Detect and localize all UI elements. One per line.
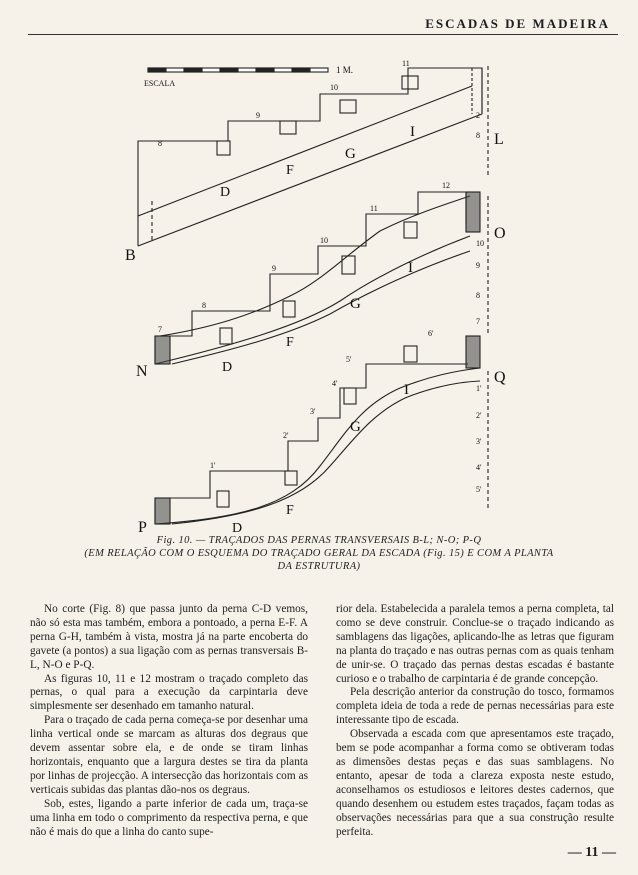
- label-p: P: [138, 519, 147, 536]
- scale-bar: [148, 68, 328, 72]
- stringer-b-l: [138, 66, 488, 246]
- label-q: Q: [494, 369, 506, 386]
- stringer-n-o: [155, 192, 488, 364]
- stair-stringer-figure: [0, 46, 638, 536]
- tick-top-2: 2: [476, 111, 480, 120]
- paragraph: No corte (Fig. 8) que passa junto da perna C-D vemos, não só esta mas também, embora a pontoado, a perna E-F. A perna G-H, também à vista, mostra já na parte encoberta do gavete (a pontos) a sua ligação com as pernas transversais B-L, N-O e P-Q.: [30, 603, 308, 671]
- paragraph: Pela descrição anterior da construção do tosco, formamos completa ideia de toda a rede de pernas necessárias para este interessante tipo de escada.: [336, 686, 614, 727]
- caption-line-2: (EM RELAÇÃO COM O ESQUEMA DO TRAÇADO GERAL DA ESCADA (Fig. 15) E COM A PLANTA: [84, 548, 554, 559]
- caption-line-1: Fig. 10. — TRAÇADOS DAS PERNAS TRANSVERSAIS B-L; N-O; P-Q: [156, 535, 482, 546]
- header-rule: [28, 34, 618, 35]
- tick-bot-1: 1': [476, 384, 482, 393]
- paragraph: Observada a escada com que apresentamos este traçado, bem se pode acompanhar a forma como se obtiveram todas as dimensões destas peças e das suas samblagens. No entanto, apesar de toda a clareza exposta neste estudo, aconselhamos os estudiosos e leitores destes cadernos, que quando desenhem ou estudem estes traçados, façam todas as observações necessárias para que a sua construção resulte perfeita.: [336, 728, 614, 838]
- label-bot-i: I: [404, 382, 409, 398]
- label-mid-f: F: [286, 335, 294, 350]
- step-mid-7: 7: [158, 325, 162, 334]
- stringer-p-q: [155, 336, 488, 524]
- step-mid-10: 10: [320, 236, 328, 245]
- label-top-i: I: [410, 124, 415, 140]
- paragraph: rior dela. Estabelecida a paralela temos a perna completa, tal como se deve construir. Conclue-se o traçado indicando as samblagens das ligações, aplicando-lhe as letras que figuram na planta do traçado e nas outras pernas com as quais tenham de unir-se. O traçado das pernas destas escadas é bastante curioso e o trabalho de carpintaria é de grande concepção.: [336, 603, 614, 685]
- step-mid-9: 9: [272, 264, 276, 273]
- text-column-right: [336, 603, 614, 839]
- label-top-g: G: [345, 146, 356, 162]
- tick-bot-5: 5': [476, 485, 482, 494]
- label-o: O: [494, 225, 506, 242]
- page-number: — 11 —: [567, 845, 616, 860]
- label-bot-d: D: [232, 521, 243, 536]
- caption-line-3: DA ESTRUTURA): [277, 561, 361, 572]
- label-n: N: [136, 363, 148, 380]
- running-header: ESCADAS DE MADEIRA: [425, 16, 610, 31]
- tick-bot-3: 3': [476, 437, 482, 446]
- paragraph: Para o traçado de cada perna começa-se por desenhar uma linha vertical onde se marcam as alturas dos degraus que devem assentar sobre ela, e de onde se tiram linhas horizontais, enquanto que a largura destes se tira da planta por linhas de projecção. A intersecção das horizontais com as verticais subidas das plantas dão-nos os degraus.: [30, 714, 308, 796]
- step-bot-1: 1': [210, 461, 216, 470]
- step-bot-4: 4': [332, 379, 338, 388]
- tick-mid-8: 8: [476, 291, 480, 300]
- tick-mid-7: 7: [476, 317, 480, 326]
- label-top-f: F: [286, 163, 294, 178]
- tick-bot-2: 2': [476, 411, 482, 420]
- tick-top-8: 8: [476, 131, 480, 140]
- label-bot-g: G: [350, 419, 361, 435]
- step-bot-3: 3': [310, 407, 316, 416]
- scale-unit: 1 M.: [336, 65, 354, 75]
- step-bot-2: 2': [283, 431, 289, 440]
- step-mid-11: 11: [370, 204, 378, 213]
- label-mid-d: D: [222, 360, 233, 375]
- paragraph: As figuras 10, 11 e 12 mostram o traçado completo das pernas, o qual para a execução da carpintaria deve simplesmente ser desenhado em tamanho natural.: [30, 672, 308, 713]
- step-bot-5: 5': [346, 355, 352, 364]
- paragraph: Sob, estes, ligando a parte inferior de cada um, traça-se uma linha em todo o comprimento da respectiva perna, e que não é mais do que a linha do canto supe-: [30, 797, 308, 838]
- scale-label: ESCALA: [144, 79, 176, 88]
- step-bot-6: 6': [428, 329, 434, 338]
- step-top-8: 8: [158, 139, 162, 148]
- tick-mid-10: 10: [476, 239, 484, 248]
- figure-caption: [30, 534, 608, 573]
- tick-bot-4: 4': [476, 463, 482, 472]
- tick-mid-9: 9: [476, 261, 480, 270]
- step-mid-8: 8: [202, 301, 206, 310]
- label-b: B: [125, 247, 136, 264]
- text-column-left: [30, 603, 308, 839]
- step-mid-12: 12: [442, 181, 450, 190]
- label-mid-g: G: [350, 296, 361, 312]
- label-mid-i: I: [408, 260, 413, 276]
- step-top-11: 11: [402, 59, 410, 68]
- label-top-d: D: [220, 185, 231, 200]
- label-l: L: [494, 131, 504, 148]
- step-top-9: 9: [256, 111, 260, 120]
- step-top-10: 10: [330, 83, 338, 92]
- label-bot-f: F: [286, 503, 294, 518]
